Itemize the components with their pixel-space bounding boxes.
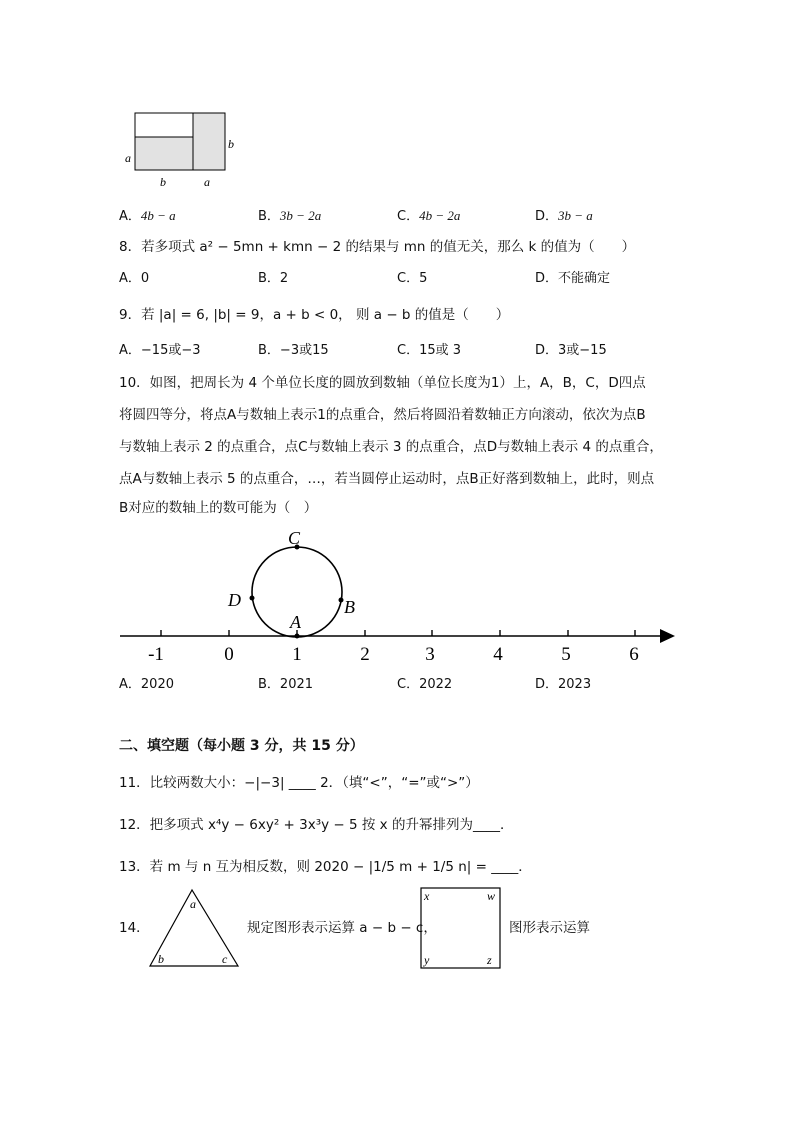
option-letter: B． xyxy=(258,677,280,692)
q8-option-b[interactable] xyxy=(258,270,288,288)
option-text: 不能确定 xyxy=(558,271,611,286)
square-label-z: z xyxy=(487,953,492,967)
option-letter: D． xyxy=(535,677,559,692)
point-d-dot xyxy=(250,596,255,601)
q14-number: 14． xyxy=(119,920,150,936)
rectangle-figure xyxy=(120,108,240,190)
rect-top-strip xyxy=(135,113,193,137)
q7-option-d[interactable] xyxy=(535,207,593,226)
q10-line-3: 与数轴上表示 2 的点重合，点C与数轴上表示 3 的点重合，点D与数轴上表示 4 的点重合， xyxy=(119,439,663,455)
option-letter: D． xyxy=(535,271,559,286)
q10-option-c[interactable] xyxy=(397,676,452,694)
point-b-dot xyxy=(339,598,344,603)
option-letter: C． xyxy=(397,343,420,358)
axis-ticks xyxy=(161,630,635,636)
rect-right-shaded xyxy=(193,113,225,170)
option-letter: A． xyxy=(119,271,141,286)
label-a-bottom: a xyxy=(204,175,210,189)
option-text: 2023 xyxy=(558,677,592,692)
q7-option-b[interactable] xyxy=(258,207,321,226)
option-letter: C． xyxy=(397,209,420,224)
q9-option-d[interactable] xyxy=(535,342,607,360)
option-text: 0 xyxy=(140,271,150,286)
axis-arrow-icon xyxy=(660,629,675,643)
q12-text: 12．把多项式 x⁴y − 6xy² + 3x³y − 5 按 x 的升幂排列为____． xyxy=(119,817,514,833)
q10-line-4: 点A与数轴上表示 5 的点重合，…，若当圆停止运动时，点B正好落到数轴上，此时，则点 xyxy=(119,471,655,487)
q10-line-5: B对应的数轴上的数可能为（ ） xyxy=(119,500,318,516)
option-text: −15或−3 xyxy=(140,343,201,358)
q7-option-a[interactable] xyxy=(119,207,176,226)
option-letter: C． xyxy=(397,677,420,692)
number-line-figure xyxy=(110,525,690,670)
q10-line-2: 将圆四等分，将点A与数轴上表示1的点重合，然后将圆沿着数轴正方向滚动，依次为点B xyxy=(119,407,646,423)
tick-label: 5 xyxy=(561,644,571,665)
point-a-label: A xyxy=(290,612,301,632)
q11-text: 11．比较两数大小：−|−3| ____ 2．（填“<”，“=”或“>”） xyxy=(119,775,479,791)
option-text: 2022 xyxy=(419,677,453,692)
q7-option-c[interactable] xyxy=(397,207,460,226)
q10-option-b[interactable] xyxy=(258,676,313,694)
option-letter: A． xyxy=(119,209,141,224)
q8-option-c[interactable] xyxy=(397,270,427,288)
q14-mid-text: 规定图形表示运算 a − b − c， xyxy=(247,920,437,936)
tick-label: -1 xyxy=(148,644,164,665)
q10-line-1: 10．如图，把周长为 4 个单位长度的圆放到数轴（单位长度为1）上，A，B，C，D四点 xyxy=(119,375,646,391)
option-text: 2020 xyxy=(140,677,174,692)
triangle-label-c: c xyxy=(222,952,228,966)
tick-label: 3 xyxy=(425,644,435,665)
q8-option-a[interactable] xyxy=(119,270,149,288)
tick-label: 4 xyxy=(493,644,503,665)
q9-option-b[interactable] xyxy=(258,342,329,360)
option-text: 5 xyxy=(419,271,428,286)
triangle-label-b: b xyxy=(158,952,164,966)
q8-option-d[interactable] xyxy=(535,270,610,288)
option-letter: B． xyxy=(258,343,280,358)
option-text: 4b − 2a xyxy=(419,208,461,223)
triangle-label-a: a xyxy=(190,897,196,911)
q9-stem: 9．若 |a| = 6, |b| = 9，a + b < 0， 则 a − b 的值是（ ） xyxy=(119,307,510,323)
option-letter: C． xyxy=(397,271,420,286)
square-figure xyxy=(419,885,503,971)
q13-text: 13．若 m 与 n 互为相反数，则 2020 − |1/5 m + 1/5 n| = ____． xyxy=(119,859,532,875)
point-b-label: B xyxy=(344,597,355,617)
rect-bottom-shaded xyxy=(135,137,193,170)
option-letter: B． xyxy=(258,271,280,286)
option-letter: A． xyxy=(119,343,141,358)
option-text: 3b − a xyxy=(558,208,593,223)
option-text: 3或−15 xyxy=(558,343,607,358)
tick-label: 0 xyxy=(224,644,234,665)
option-letter: D． xyxy=(535,343,559,358)
q8-stem: 8．若多项式 a² − 5mn + kmn − 2 的结果与 mn 的值无关，那么 k 的值为（ ） xyxy=(119,239,636,255)
q9-option-a[interactable] xyxy=(119,342,201,360)
section-2-heading: 二、填空题（每小题 3 分，共 15 分） xyxy=(119,738,364,754)
tick-labels xyxy=(148,644,639,665)
tick-label: 1 xyxy=(292,644,302,665)
point-a-dot xyxy=(295,634,300,639)
label-a-left: a xyxy=(125,151,131,165)
option-letter: D． xyxy=(535,209,559,224)
square-label-x: x xyxy=(424,889,430,903)
q9-option-c[interactable] xyxy=(397,342,461,360)
triangle-figure xyxy=(145,885,245,971)
square-label-y: y xyxy=(424,953,430,967)
option-letter: A． xyxy=(119,677,141,692)
point-d-label: D xyxy=(228,590,241,610)
option-text: 15或 3 xyxy=(419,343,462,358)
label-b-right: b xyxy=(228,137,234,151)
q10-option-d[interactable] xyxy=(535,676,591,694)
option-text: 2021 xyxy=(279,677,314,692)
q14-end-text: 图形表示运算 xyxy=(509,920,590,936)
q10-option-a[interactable] xyxy=(119,676,174,694)
tick-label: 2 xyxy=(360,644,370,665)
option-text: −3或15 xyxy=(279,343,329,358)
label-b-bottom: b xyxy=(160,175,166,189)
tick-label: 6 xyxy=(629,644,639,665)
option-text: 3b − 2a xyxy=(279,208,322,223)
square-label-w: w xyxy=(487,889,496,903)
option-text: 2 xyxy=(279,271,289,286)
option-text: 4b − a xyxy=(140,208,176,223)
option-letter: B． xyxy=(258,209,280,224)
point-c-label: C xyxy=(288,528,301,548)
